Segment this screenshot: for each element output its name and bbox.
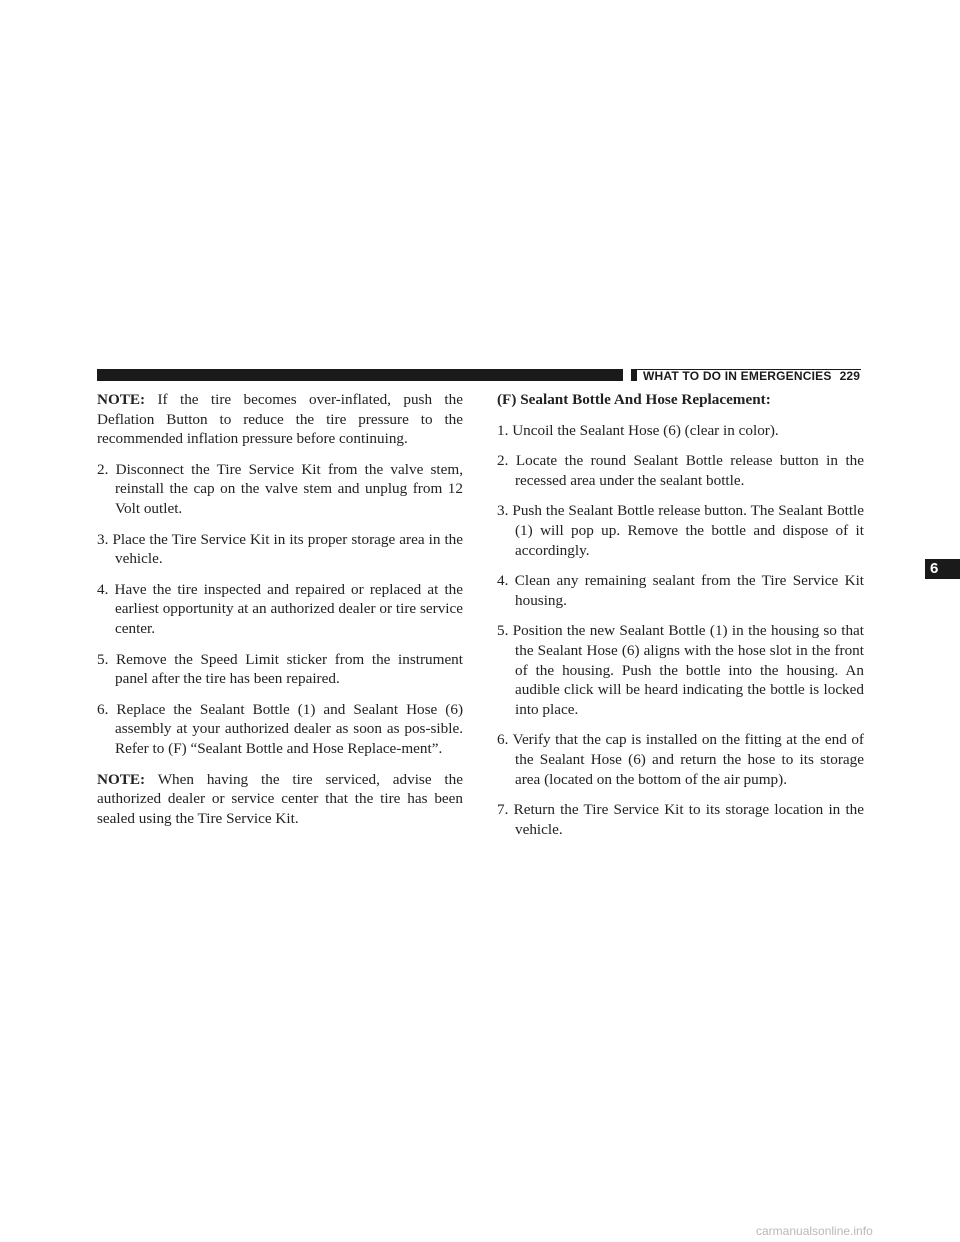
note-label: NOTE: (97, 391, 146, 408)
list-item: 3. Place the Tire Service Kit in its proper storage area in the vehicle. (97, 530, 464, 568)
note-text: If the tire becomes over-inflated, push the Deflation Button to reduce the tire pressure to the recommended inflation pressure before continuing. (97, 391, 463, 448)
header-rule (97, 369, 623, 381)
list-item: 3. Push the Sealant Bottle release button. The Sealant Bottle (1) will pop up. Remove the bottle and dispose of it accordingly. (497, 502, 865, 559)
list-item: 2. Disconnect the Tire Service Kit from the valve stem, reinstall the cap on the valve stem and unplug from 12 Volt outlet. (97, 460, 464, 517)
list-item: 4. Clean any remaining sealant from the Tire Service Kit housing. (497, 572, 865, 609)
note-paragraph (97, 770, 463, 829)
list-item: 6. Verify that the cap is installed on the fitting at the end of the Sealant Hose (6) and return the hose to its storage area (located on the bottom of the air pump). (497, 731, 864, 788)
list-item: 6. Replace the Sealant Bottle (1) and Sealant Hose (6) assembly at your authorized dealer as soon as pos-sible. Refer to (F) “Sealant Bottle and Hose Replace-ment”. (97, 700, 463, 757)
note-paragraph (97, 390, 463, 449)
list-item: 2. Locate the round Sealant Bottle release button in the recessed area under the sealant bottle. (497, 452, 864, 489)
running-header (637, 370, 864, 382)
list-item: 7. Return the Tire Service Kit to its storage location in the vehicle. (497, 801, 865, 838)
list-item: 5. Position the new Sealant Bottle (1) in the housing so that the Sealant Hose (6) aligns with the hose slot in the front of the housing. Push the bottle into the housing. An audible click will be heard indicating the bottle is locked into place. (497, 622, 865, 718)
page-number: 229 (839, 369, 861, 383)
note-label: NOTE: (97, 770, 146, 788)
list-item: 4. Have the tire inspected and repaired or replaced at the earliest opportunity at an authorized dealer or tire service center. (97, 580, 463, 637)
right-column (497, 390, 864, 850)
left-column (97, 390, 463, 839)
chapter-tab[interactable]: 6 (925, 559, 960, 579)
list-item: 5. Remove the Speed Limit sticker from the instrument panel after the tire has been repaired. (97, 650, 464, 688)
section-heading: (F) Sealant Bottle And Hose Replacement: (497, 391, 771, 408)
note-text: When having the tire serviced, advise the authorized dealer or service center that the tire has been sealed using the Tire Service Kit. (97, 770, 463, 827)
watermark: carmanualsonline.info (756, 1224, 873, 1238)
list-item: 1. Uncoil the Sealant Hose (6) (clear in color). (497, 421, 779, 439)
section-title: WHAT TO DO IN EMERGENCIES (643, 369, 832, 383)
